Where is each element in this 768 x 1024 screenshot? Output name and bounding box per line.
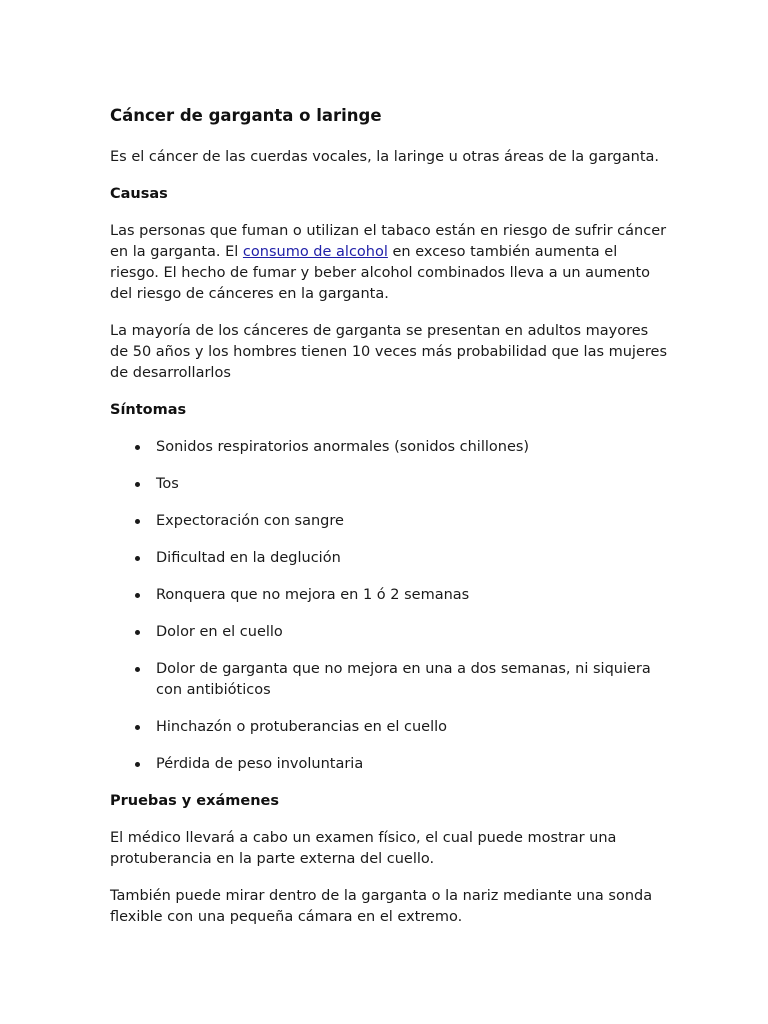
symptom-text: Ronquera que no mejora en 1 ó 2 semanas [156, 587, 470, 603]
symptom-text: Expectoración con sangre [156, 513, 344, 529]
tests-paragraph-1: El médico llevará a cabo un examen físico, el cual puede mostrar una protuberancia en la parte externa del cuello. [110, 830, 617, 867]
bullet-icon [135, 630, 140, 635]
symptom-text: Dolor en el cuello [156, 624, 283, 640]
causes-paragraph-1 [110, 221, 670, 305]
symptom-text: Hinchazón o protuberancias en el cuello [156, 719, 448, 735]
symptoms-list [110, 437, 670, 775]
symptom-text: Dificultad en la deglución [156, 550, 341, 566]
list-item [156, 622, 670, 643]
symptoms-heading: Síntomas [110, 402, 187, 418]
list-item [156, 659, 670, 701]
symptom-text: Pérdida de peso involuntaria [156, 756, 364, 772]
list-item [156, 474, 670, 495]
causes-paragraph-2: La mayoría de los cánceres de garganta se presentan en adultos mayores de 50 años y los hombres tienen 10 veces más probabilidad que las mujeres de desarrollarlos [110, 323, 667, 381]
symptom-text: Dolor de garganta que no mejora en una a dos semanas, ni siquiera con antibióticos [156, 661, 651, 698]
causes-text-after-link: en exceso también aumenta el riesgo. El hecho de fumar y beber alcohol combinados lleva a un aumento del riesgo de cánceres en la garganta. [110, 244, 651, 302]
bullet-icon [135, 667, 140, 672]
bullet-icon [135, 445, 140, 450]
bullet-icon [135, 519, 140, 524]
list-item [156, 548, 670, 569]
symptom-text: Tos [156, 476, 179, 492]
document-content [110, 104, 670, 944]
bullet-icon [135, 593, 140, 598]
list-item [156, 717, 670, 738]
bullet-icon [135, 556, 140, 561]
bullet-icon [135, 482, 140, 487]
list-item [156, 585, 670, 606]
bullet-icon [135, 762, 140, 767]
list-item [156, 437, 670, 458]
symptom-text: Sonidos respiratorios anormales (sonidos chillones) [156, 439, 530, 455]
causes-text-before-link: Las personas que fuman o utilizan el tabaco están en riesgo de sufrir cáncer en la garganta. El [110, 223, 667, 260]
causes-heading: Causas [110, 186, 168, 202]
intro-paragraph: Es el cáncer de las cuerdas vocales, la laringe u otras áreas de la garganta. [110, 149, 660, 165]
tests-heading: Pruebas y exámenes [110, 793, 279, 809]
tests-paragraph-2: También puede mirar dentro de la garganta o la nariz mediante una sonda flexible con una pequeña cámara en el extremo. [110, 888, 653, 925]
alcohol-consumption-link[interactable]: consumo de alcohol [242, 244, 388, 260]
list-item [156, 754, 670, 775]
page-title: Cáncer de garganta o laringe [110, 106, 382, 125]
list-item [156, 511, 670, 532]
bullet-icon [135, 725, 140, 730]
